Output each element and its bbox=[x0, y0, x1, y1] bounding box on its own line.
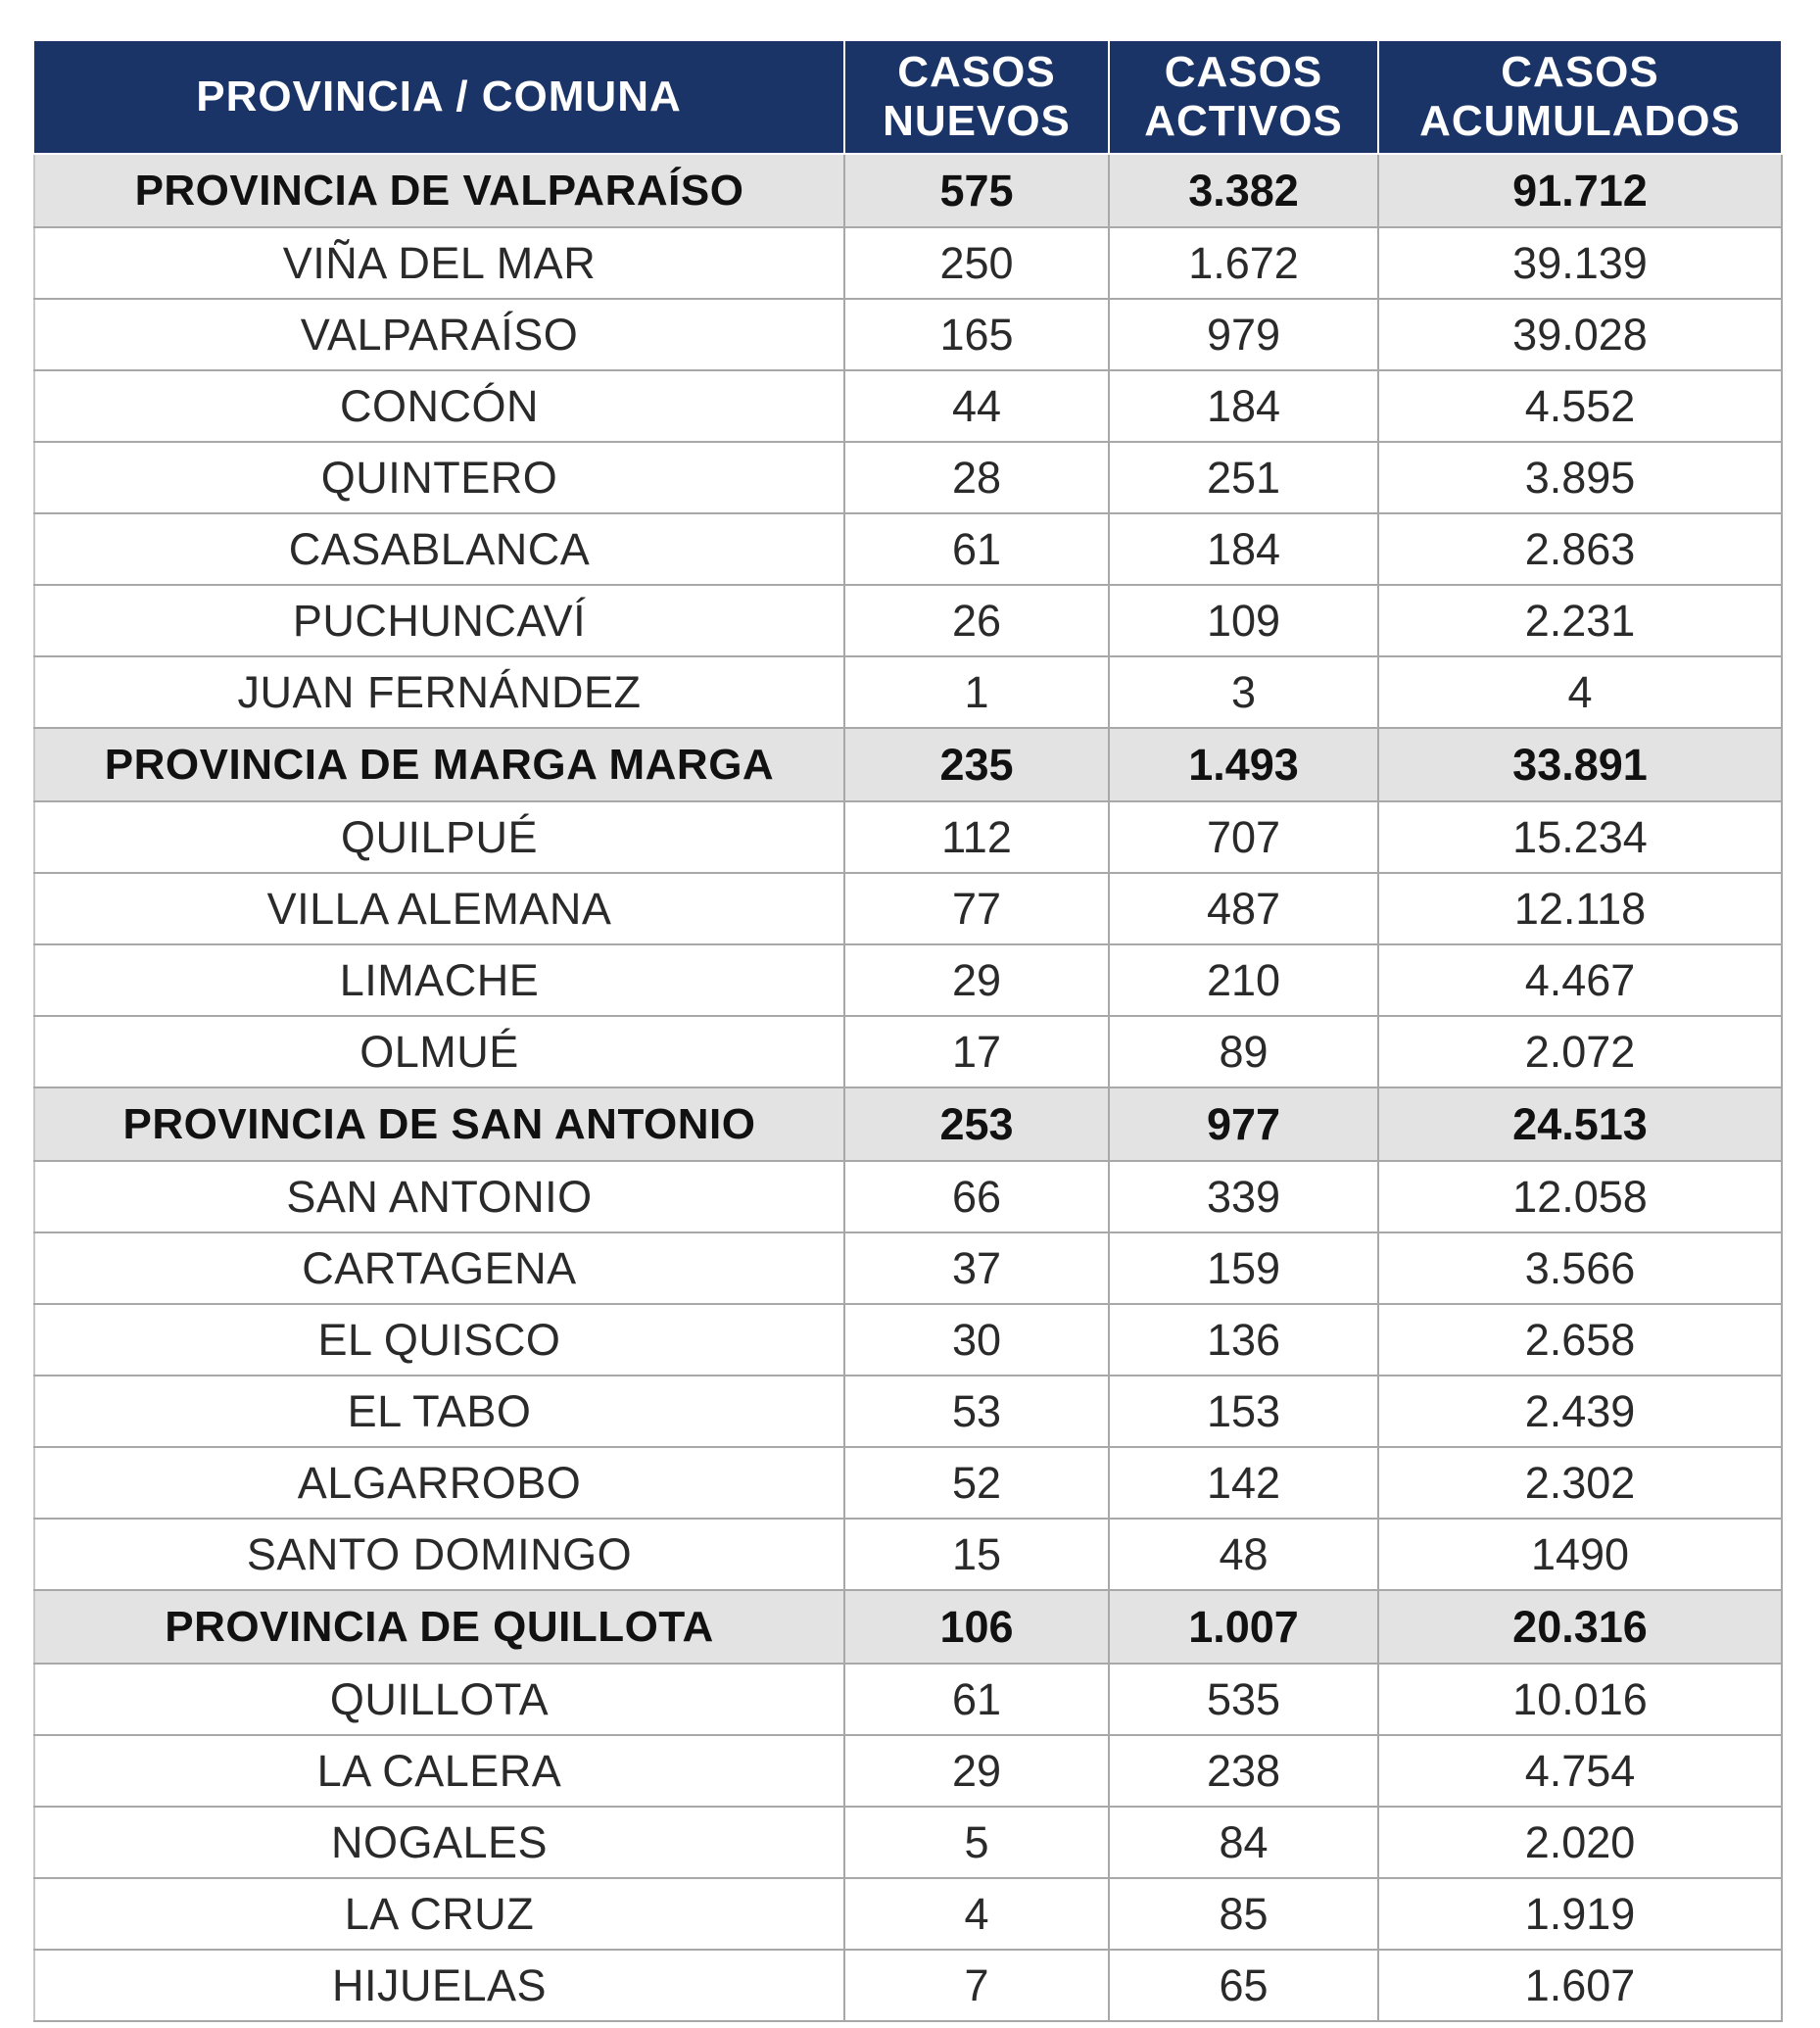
comuna-row bbox=[34, 227, 1782, 299]
casos-nuevos-cell: 61 bbox=[844, 1664, 1109, 1735]
header-provincia-comuna: PROVINCIA / COMUNA bbox=[34, 41, 844, 154]
covid-cases-table-container bbox=[33, 41, 1781, 2022]
casos-nuevos-cell: 5 bbox=[844, 1807, 1109, 1878]
table-body bbox=[34, 154, 1782, 2021]
comuna-name-cell: VILLA ALEMANA bbox=[34, 873, 844, 944]
casos-activos-cell: 210 bbox=[1109, 944, 1378, 1016]
casos-activos-cell: 1.007 bbox=[1109, 1590, 1378, 1664]
comuna-row bbox=[34, 1376, 1782, 1447]
comuna-name-cell: CASABLANCA bbox=[34, 513, 844, 585]
comuna-row bbox=[34, 1807, 1782, 1878]
province-summary-row bbox=[34, 154, 1782, 227]
comuna-row bbox=[34, 442, 1782, 513]
comuna-name-cell: SANTO DOMINGO bbox=[34, 1519, 844, 1590]
casos-nuevos-cell: 575 bbox=[844, 154, 1109, 227]
casos-acumulados-cell: 3.895 bbox=[1378, 442, 1782, 513]
casos-acumulados-cell: 15.234 bbox=[1378, 801, 1782, 873]
comuna-row bbox=[34, 585, 1782, 656]
comuna-name-cell: SAN ANTONIO bbox=[34, 1161, 844, 1232]
casos-acumulados-cell: 12.058 bbox=[1378, 1161, 1782, 1232]
casos-nuevos-cell: 165 bbox=[844, 299, 1109, 370]
casos-activos-cell: 1.493 bbox=[1109, 728, 1378, 801]
casos-acumulados-cell: 1490 bbox=[1378, 1519, 1782, 1590]
header-casos-acumulados-line1: CASOS bbox=[1501, 48, 1659, 96]
casos-acumulados-cell: 1.607 bbox=[1378, 1950, 1782, 2021]
casos-activos-cell: 977 bbox=[1109, 1087, 1378, 1161]
comuna-name-cell: HIJUELAS bbox=[34, 1950, 844, 2021]
casos-nuevos-cell: 253 bbox=[844, 1087, 1109, 1161]
comuna-row bbox=[34, 1878, 1782, 1950]
comuna-name-cell: LA CRUZ bbox=[34, 1878, 844, 1950]
header-row bbox=[34, 41, 1782, 154]
comuna-row bbox=[34, 944, 1782, 1016]
casos-activos-cell: 184 bbox=[1109, 513, 1378, 585]
casos-activos-cell: 184 bbox=[1109, 370, 1378, 442]
province-summary-row bbox=[34, 1087, 1782, 1161]
casos-acumulados-cell: 33.891 bbox=[1378, 728, 1782, 801]
comuna-name-cell: LA CALERA bbox=[34, 1735, 844, 1807]
comuna-name-cell: VALPARAÍSO bbox=[34, 299, 844, 370]
comuna-name-cell: PUCHUNCAVÍ bbox=[34, 585, 844, 656]
casos-acumulados-cell: 10.016 bbox=[1378, 1664, 1782, 1735]
comuna-row bbox=[34, 1664, 1782, 1735]
casos-activos-cell: 487 bbox=[1109, 873, 1378, 944]
province-name-cell: PROVINCIA DE VALPARAÍSO bbox=[34, 154, 844, 227]
casos-nuevos-cell: 28 bbox=[844, 442, 1109, 513]
comuna-name-cell: CARTAGENA bbox=[34, 1232, 844, 1304]
casos-nuevos-cell: 235 bbox=[844, 728, 1109, 801]
casos-acumulados-cell: 2.439 bbox=[1378, 1376, 1782, 1447]
comuna-name-cell: LIMACHE bbox=[34, 944, 844, 1016]
casos-acumulados-cell: 2.072 bbox=[1378, 1016, 1782, 1087]
casos-nuevos-cell: 250 bbox=[844, 227, 1109, 299]
casos-nuevos-cell: 52 bbox=[844, 1447, 1109, 1519]
comuna-name-cell: QUILLOTA bbox=[34, 1664, 844, 1735]
casos-nuevos-cell: 26 bbox=[844, 585, 1109, 656]
table-header bbox=[34, 41, 1782, 154]
casos-nuevos-cell: 66 bbox=[844, 1161, 1109, 1232]
casos-nuevos-cell: 112 bbox=[844, 801, 1109, 873]
comuna-name-cell: VIÑA DEL MAR bbox=[34, 227, 844, 299]
casos-activos-cell: 109 bbox=[1109, 585, 1378, 656]
casos-acumulados-cell: 4.552 bbox=[1378, 370, 1782, 442]
comuna-name-cell: CONCÓN bbox=[34, 370, 844, 442]
casos-acumulados-cell: 2.020 bbox=[1378, 1807, 1782, 1878]
header-casos-acumulados-line2: ACUMULADOS bbox=[1419, 97, 1741, 145]
casos-activos-cell: 48 bbox=[1109, 1519, 1378, 1590]
header-casos-nuevos bbox=[844, 41, 1109, 154]
comuna-row bbox=[34, 1735, 1782, 1807]
casos-nuevos-cell: 29 bbox=[844, 944, 1109, 1016]
province-name-cell: PROVINCIA DE MARGA MARGA bbox=[34, 728, 844, 801]
casos-nuevos-cell: 4 bbox=[844, 1878, 1109, 1950]
casos-activos-cell: 238 bbox=[1109, 1735, 1378, 1807]
province-name-cell: PROVINCIA DE QUILLOTA bbox=[34, 1590, 844, 1664]
casos-nuevos-cell: 53 bbox=[844, 1376, 1109, 1447]
casos-acumulados-cell: 39.139 bbox=[1378, 227, 1782, 299]
casos-activos-cell: 535 bbox=[1109, 1664, 1378, 1735]
comuna-row bbox=[34, 1519, 1782, 1590]
casos-activos-cell: 339 bbox=[1109, 1161, 1378, 1232]
header-casos-acumulados bbox=[1378, 41, 1782, 154]
casos-acumulados-cell: 91.712 bbox=[1378, 154, 1782, 227]
casos-nuevos-cell: 17 bbox=[844, 1016, 1109, 1087]
province-name-cell: PROVINCIA DE SAN ANTONIO bbox=[34, 1087, 844, 1161]
covid-cases-table bbox=[33, 41, 1783, 2022]
casos-nuevos-cell: 1 bbox=[844, 656, 1109, 728]
casos-acumulados-cell: 2.302 bbox=[1378, 1447, 1782, 1519]
casos-activos-cell: 89 bbox=[1109, 1016, 1378, 1087]
comuna-name-cell: EL QUISCO bbox=[34, 1304, 844, 1376]
header-casos-nuevos-line1: CASOS bbox=[897, 48, 1056, 96]
casos-activos-cell: 1.672 bbox=[1109, 227, 1378, 299]
casos-activos-cell: 65 bbox=[1109, 1950, 1378, 2021]
casos-activos-cell: 3.382 bbox=[1109, 154, 1378, 227]
comuna-row bbox=[34, 801, 1782, 873]
comuna-name-cell: OLMUÉ bbox=[34, 1016, 844, 1087]
casos-acumulados-cell: 2.863 bbox=[1378, 513, 1782, 585]
casos-acumulados-cell: 39.028 bbox=[1378, 299, 1782, 370]
casos-acumulados-cell: 2.658 bbox=[1378, 1304, 1782, 1376]
comuna-name-cell: EL TABO bbox=[34, 1376, 844, 1447]
casos-acumulados-cell: 2.231 bbox=[1378, 585, 1782, 656]
comuna-name-cell: QUINTERO bbox=[34, 442, 844, 513]
comuna-row bbox=[34, 1304, 1782, 1376]
casos-nuevos-cell: 44 bbox=[844, 370, 1109, 442]
casos-acumulados-cell: 1.919 bbox=[1378, 1878, 1782, 1950]
casos-nuevos-cell: 7 bbox=[844, 1950, 1109, 2021]
casos-nuevos-cell: 15 bbox=[844, 1519, 1109, 1590]
casos-activos-cell: 142 bbox=[1109, 1447, 1378, 1519]
comuna-row bbox=[34, 1016, 1782, 1087]
province-summary-row bbox=[34, 1590, 1782, 1664]
casos-activos-cell: 84 bbox=[1109, 1807, 1378, 1878]
comuna-name-cell: NOGALES bbox=[34, 1807, 844, 1878]
casos-acumulados-cell: 3.566 bbox=[1378, 1232, 1782, 1304]
casos-activos-cell: 153 bbox=[1109, 1376, 1378, 1447]
casos-nuevos-cell: 106 bbox=[844, 1590, 1109, 1664]
casos-activos-cell: 159 bbox=[1109, 1232, 1378, 1304]
casos-acumulados-cell: 4.467 bbox=[1378, 944, 1782, 1016]
casos-activos-cell: 3 bbox=[1109, 656, 1378, 728]
comuna-row bbox=[34, 370, 1782, 442]
casos-activos-cell: 251 bbox=[1109, 442, 1378, 513]
header-casos-nuevos-line2: NUEVOS bbox=[883, 97, 1071, 145]
casos-acumulados-cell: 4.754 bbox=[1378, 1735, 1782, 1807]
comuna-row bbox=[34, 1950, 1782, 2021]
comuna-row bbox=[34, 1447, 1782, 1519]
comuna-name-cell: QUILPUÉ bbox=[34, 801, 844, 873]
casos-activos-cell: 979 bbox=[1109, 299, 1378, 370]
casos-nuevos-cell: 29 bbox=[844, 1735, 1109, 1807]
header-casos-activos-line1: CASOS bbox=[1164, 48, 1323, 96]
comuna-name-cell: JUAN FERNÁNDEZ bbox=[34, 656, 844, 728]
comuna-row bbox=[34, 299, 1782, 370]
comuna-row bbox=[34, 1232, 1782, 1304]
comuna-row bbox=[34, 513, 1782, 585]
comuna-row bbox=[34, 1161, 1782, 1232]
comuna-row bbox=[34, 656, 1782, 728]
casos-nuevos-cell: 37 bbox=[844, 1232, 1109, 1304]
casos-acumulados-cell: 20.316 bbox=[1378, 1590, 1782, 1664]
casos-nuevos-cell: 61 bbox=[844, 513, 1109, 585]
casos-activos-cell: 136 bbox=[1109, 1304, 1378, 1376]
casos-nuevos-cell: 77 bbox=[844, 873, 1109, 944]
casos-activos-cell: 707 bbox=[1109, 801, 1378, 873]
casos-acumulados-cell: 12.118 bbox=[1378, 873, 1782, 944]
casos-acumulados-cell: 24.513 bbox=[1378, 1087, 1782, 1161]
comuna-row bbox=[34, 873, 1782, 944]
casos-activos-cell: 85 bbox=[1109, 1878, 1378, 1950]
header-casos-activos-line2: ACTIVOS bbox=[1144, 97, 1343, 145]
casos-nuevos-cell: 30 bbox=[844, 1304, 1109, 1376]
header-casos-activos bbox=[1109, 41, 1378, 154]
province-summary-row bbox=[34, 728, 1782, 801]
comuna-name-cell: ALGARROBO bbox=[34, 1447, 844, 1519]
casos-acumulados-cell: 4 bbox=[1378, 656, 1782, 728]
